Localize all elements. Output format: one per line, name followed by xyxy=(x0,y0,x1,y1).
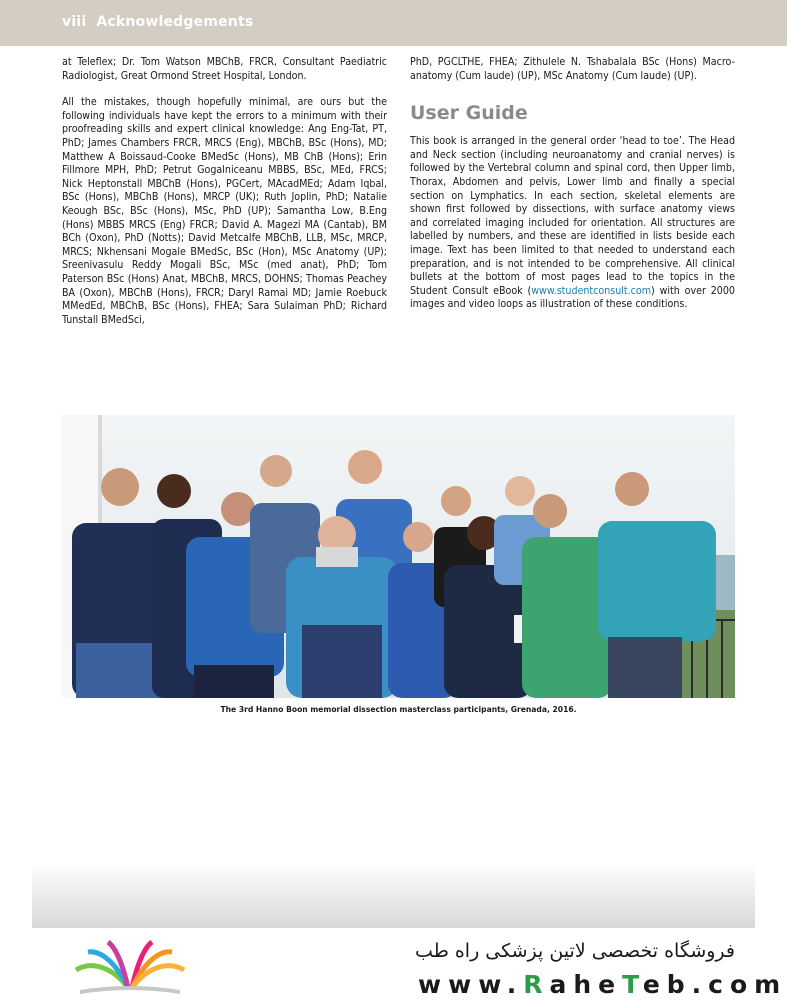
running-header xyxy=(62,14,253,30)
left-text-column xyxy=(62,56,387,327)
bottom-shadow-band xyxy=(32,862,755,928)
book-logo-icon xyxy=(70,938,190,998)
url-suffix: .com xyxy=(691,970,787,999)
photo-caption: The 3rd Hanno Boon memorial dissection masterclass participants, Grenada, 2016. xyxy=(220,705,577,714)
right-paragraph-1: PhD, PGCLTHE, FHEA; Zithulele N. Tshabalala BSc (Hons) Macro-anatomy (Cum laude) (UP), MSc Anatomy (Cum laude) (UP). xyxy=(410,56,735,82)
url-eb: eb xyxy=(642,970,692,999)
page-header-bar xyxy=(0,0,787,46)
page-number: viii xyxy=(62,14,87,30)
store-url[interactable] xyxy=(418,970,787,999)
user-guide-text: This book is arranged in the general order ‘head to toe’. The Head and Neck section (including neuroanatomy and cranial nerves) is followed by the Vertebral column and spinal cord, then Upper limb, Thorax, Abdomen and pelvis, Lower limb and finally a special section on Lymphatics. In each section, skeletal elements are shown first followed by dissections, with surface anatomy views and correlated imaging included for orientation. All structures are labelled by numbers, and these are identified in lists beside each image. Text has been limited to that needed to understand each preparation, and is not intended to be comprehensive. All clinical bullets at the bottom of most pages lead to the topics in the Student Consult eBook ( xyxy=(410,135,735,297)
url-r: R xyxy=(523,970,550,999)
url-ahe: ahe xyxy=(549,970,623,999)
user-guide-text-end: ) with over 2000 images and video loops as illustration of these conditions. xyxy=(410,284,735,311)
left-paragraph-2: All the mistakes, though hopefully minimal, are ours but the following individuals have kept the errors to a minimum with their proofreading skills and expert clinical knowledge: Ang Eng-Tat, PT, PhD; James Chambers FRCR, MRCS (Eng), MBChB, BSc (Hons), MD; Matthew A Boissaud-Cooke BMedSc (Hons), MB ChB (Hons); Erin Fillmore MPH, PhD; Petrut Gogalniceanu MBBS, BSc, MEd, FRCS; Nick Heptonstall MBChB (Hons), PGCert, MAcadMEd; Adam Iqbal, BSc (Hons), MBChB (Hons), MRCP (UK); Ruth Joplin, PhD; Natalie Keough BSc, BSc (Hons), MSc, PhD (UP); Samantha Low, B.Eng (Hons) MBBS MRCS (Eng) FRCR; David A. Magezi MA (Cantab), BM BCh (Oxon), PhD (Notts); David Metcalfe MBChB, LLB, MSc, MRCP, MRCS; Nkhensani Mogale BMedSc, BSc (Hon), MSc Anatomy (UP); Sreenivasulu Reddy Mogali BSc, MSc (med anat), PhD; Tom Paterson BSc (Hons) Anat, MBChB, MRCS, DOHNS; Thomas Peachey BA (Oxon), MBChB (Hons), FRCR; Daryl Ramai MD; Jamie Roebuck MMedEd, MBChB, BSc (Hons), FHEA; Sara Sulaiman PhD; Richard Tunstall BMedSci, xyxy=(62,96,387,326)
group-photo xyxy=(62,415,735,698)
student-consult-link[interactable]: www.studentconsult.com xyxy=(531,284,652,297)
store-name: فروشگاه تخصصی لاتین پزشکی راه طب xyxy=(415,940,735,962)
user-guide-paragraph xyxy=(410,135,735,312)
left-paragraph-1: at Teleflex; Dr. Tom Watson MBChB, FRCR, Consultant Paediatric Radiologist, Great Ormond Street Hospital, London. xyxy=(62,56,387,82)
section-title: Acknowledgements xyxy=(96,14,254,30)
url-t: T xyxy=(622,970,643,999)
url-prefix: www. xyxy=(418,970,524,999)
right-text-column xyxy=(410,56,735,312)
user-guide-heading: User Guide xyxy=(410,102,528,125)
